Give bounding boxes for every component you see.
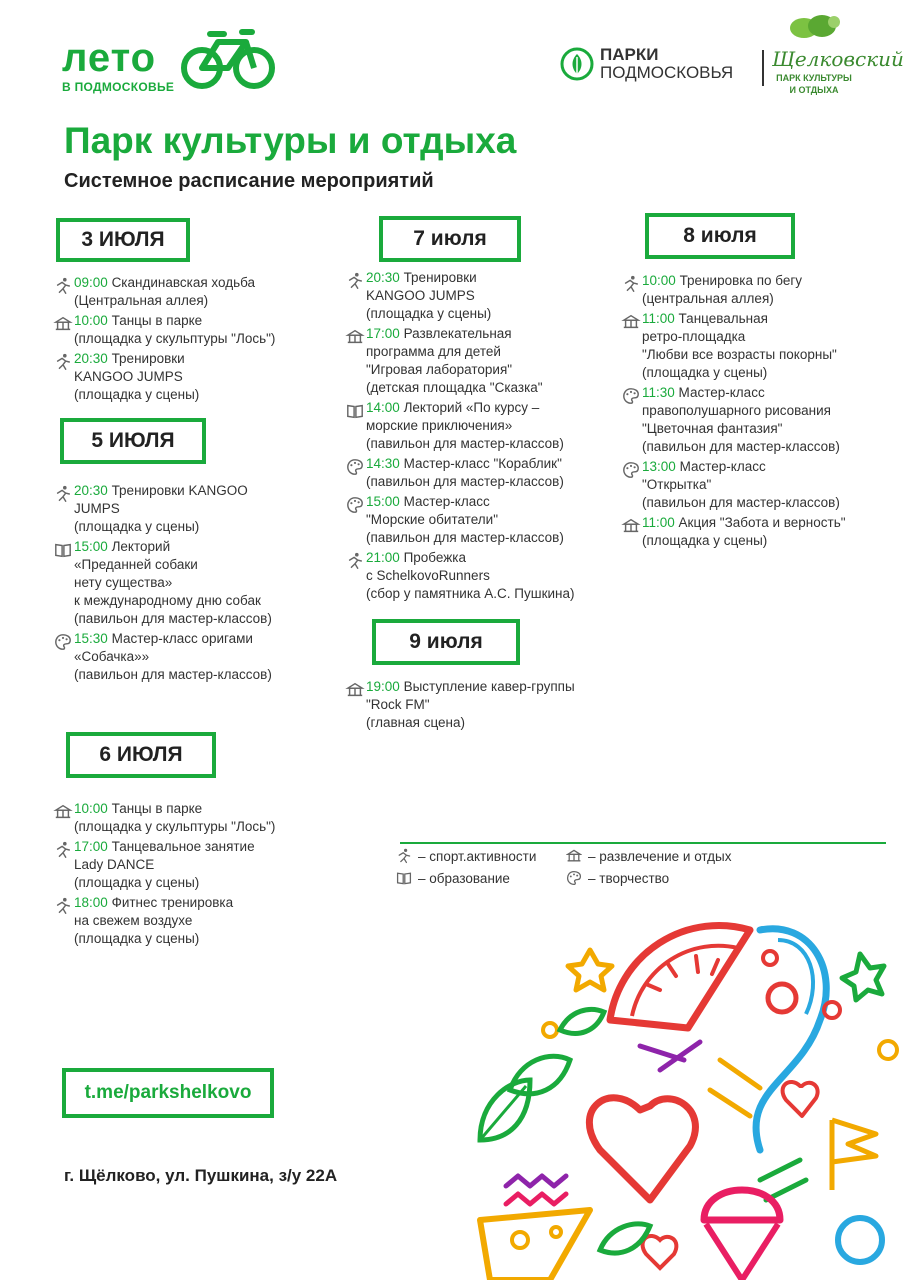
event-time: 09:00 [74, 275, 108, 290]
legend-entertainment [566, 848, 731, 864]
event-item [620, 310, 898, 382]
leto-logo [62, 38, 174, 94]
carousel-icon [52, 315, 74, 333]
event-detail: KANGOO JUMPS [366, 288, 475, 303]
book-icon [396, 870, 412, 886]
event-detail: (площадка у скульптуры "Лось") [74, 331, 276, 346]
event-detail: (павильон для мастер-классов) [366, 530, 564, 545]
event-title: Выступление кавер-группы [403, 679, 575, 694]
running-icon [344, 272, 366, 290]
day-box-6: 6 ИЮЛЯ [66, 732, 216, 778]
event-item [344, 678, 616, 732]
event-detail: (Центральная аллея) [74, 293, 209, 308]
event-time: 11:30 [642, 385, 675, 400]
day-box-9: 9 июля [372, 619, 520, 665]
palette-icon [344, 458, 366, 476]
star-shape [568, 950, 612, 990]
event-time: 11:00 [642, 515, 675, 530]
event-time: 17:00 [366, 326, 400, 341]
events-9-july [344, 678, 616, 734]
carousel-icon [344, 328, 366, 346]
running-icon [52, 897, 74, 915]
event-detail: (площадка у сцены) [74, 519, 200, 534]
event-detail: "Rock FM" [366, 697, 430, 712]
carousel-icon [344, 681, 366, 699]
event-detail: морские приключения» [366, 418, 513, 433]
event-item [344, 399, 616, 453]
carousel-icon [620, 517, 642, 535]
page-title: Парк культуры и отдыха [64, 120, 517, 161]
event-detail: (павильон для мастер-классов) [642, 439, 840, 454]
event-item [620, 458, 898, 512]
day-box-3: 3 ИЮЛЯ [56, 218, 190, 262]
event-detail: «Собачка»» [74, 649, 150, 664]
event-time: 13:00 [642, 459, 676, 474]
legend-sport-label: – спорт.активности [418, 848, 537, 864]
event-title: Мастер-класс "Кораблик" [403, 456, 562, 471]
event-detail: (площадка у сцены) [642, 533, 768, 548]
day-box-7: 7 июля [379, 216, 521, 262]
events-5-july [52, 482, 342, 686]
event-detail: (площадка у сцены) [74, 387, 200, 402]
event-title: Мастер-класс [679, 459, 766, 474]
legend-creativity [566, 870, 669, 886]
event-detail: "Любви все возрасты покорны" [642, 347, 837, 362]
events-8-july [620, 272, 898, 552]
day-box-8: 8 июля [645, 213, 795, 259]
event-time: 14:30 [366, 456, 400, 471]
event-time: 14:00 [366, 400, 400, 415]
event-detail: «Преданней собаки [74, 557, 198, 572]
event-time: 10:00 [74, 313, 108, 328]
tree-icon [784, 14, 844, 40]
event-time: 15:00 [74, 539, 108, 554]
event-item [344, 269, 616, 323]
event-title: Фитнес тренировка [111, 895, 234, 910]
event-item [620, 384, 898, 456]
event-title: Лекторий «По курсу – [403, 400, 540, 415]
event-item [52, 838, 342, 892]
event-detail: Lady DANCE [74, 857, 155, 872]
leto-word: лето [62, 36, 157, 80]
running-icon [344, 552, 366, 570]
event-title: Тренировки [111, 351, 185, 366]
event-item [620, 514, 898, 550]
event-title: Пробежка [403, 550, 466, 565]
palette-icon [52, 633, 74, 651]
event-detail: на свежем воздухе [74, 913, 193, 928]
event-detail: правополушарного рисования [642, 403, 831, 418]
decorative-illustration [460, 910, 904, 1280]
event-item [344, 493, 616, 547]
event-title: Тренировка по бегу [679, 273, 803, 288]
event-title: Танцы в парке [111, 801, 203, 816]
event-detail: (центральная аллея) [642, 291, 774, 306]
running-icon [52, 485, 74, 503]
event-detail: ретро-площадка [642, 329, 746, 344]
event-detail: (площадка у сцены) [366, 306, 492, 321]
legend-education-label: – образование [418, 870, 510, 886]
shelkovo-park-logo [772, 14, 904, 95]
parki-leaf-icon [560, 47, 594, 81]
event-detail: (главная сцена) [366, 715, 466, 730]
event-detail: "Открытка" [642, 477, 712, 492]
bicycle-icon [180, 24, 276, 90]
palette-icon [344, 496, 366, 514]
event-item [52, 274, 342, 310]
event-title: Лекторий [111, 539, 171, 554]
event-title: Мастер-класс [678, 385, 765, 400]
event-title: Мастер-класс [403, 494, 490, 509]
event-detail: KANGOO JUMPS [74, 369, 183, 384]
event-detail: (площадка у сцены) [74, 931, 200, 946]
page-subtitle: Системное расписание мероприятий [64, 170, 434, 192]
event-item [344, 325, 616, 397]
event-item [344, 549, 616, 603]
event-detail: "Цветочная фантазия" [642, 421, 783, 436]
carousel-icon [620, 313, 642, 331]
event-title: Танцы в парке [111, 313, 203, 328]
event-item [344, 455, 616, 491]
event-time: 20:30 [74, 351, 108, 366]
event-detail: программа для детей [366, 344, 501, 359]
event-detail: нету существа» [74, 575, 173, 590]
shelkovo-sub2: И ОТДЫХА [789, 85, 839, 95]
running-icon [52, 277, 74, 295]
palette-icon [566, 870, 582, 886]
logo-separator [762, 50, 764, 86]
event-detail: (павильон для мастер-классов) [366, 436, 564, 451]
event-detail: (площадка у сцены) [642, 365, 768, 380]
event-item [52, 894, 342, 948]
running-icon [396, 848, 412, 864]
event-item [52, 538, 342, 628]
event-item [52, 630, 342, 684]
event-title: Мастер-класс оригами [111, 631, 253, 646]
parki-podmoskovya-logo [560, 46, 733, 82]
address: г. Щёлково, ул. Пушкина, з/у 22А [64, 1166, 338, 1185]
ice-cream-shape [704, 1190, 780, 1220]
event-title: Акция "Забота и верность" [678, 515, 846, 530]
event-time: 10:00 [74, 801, 108, 816]
shelkovo-sub1: ПАРК КУЛЬТУРЫ [776, 73, 852, 83]
leto-subtitle: В ПОДМОСКОВЬЕ [62, 80, 175, 94]
carousel-icon [52, 803, 74, 821]
event-time: 18:00 [74, 895, 108, 910]
running-icon [52, 353, 74, 371]
heart-shape [589, 1098, 695, 1200]
event-detail: "Морские обитатели" [366, 512, 498, 527]
event-item [620, 272, 898, 308]
event-detail: (площадка у скульптуры "Лось") [74, 819, 276, 834]
palette-icon [620, 387, 642, 405]
telegram-link[interactable]: t.me/parkshelkovo [62, 1068, 274, 1118]
event-time: 15:30 [74, 631, 108, 646]
event-time: 20:30 [74, 483, 108, 498]
shelkovo-name: Щелковский [772, 47, 904, 71]
event-detail: (павильон для мастер-классов) [74, 667, 272, 682]
legend-creativity-label: – творчество [588, 870, 670, 886]
parki-line1: ПАРКИ [600, 45, 659, 64]
event-title: Тренировки KANGOO [111, 483, 248, 498]
event-time: 19:00 [366, 679, 400, 694]
event-time: 11:00 [642, 311, 675, 326]
legend-divider [400, 842, 886, 844]
event-detail: (сбор у памятника А.С. Пушкина) [366, 586, 575, 601]
events-7-july [344, 269, 616, 605]
event-detail: (площадка у сцены) [74, 875, 200, 890]
running-icon [620, 275, 642, 293]
carousel-icon [566, 848, 582, 864]
event-title: Тренировки [403, 270, 477, 285]
legend-sport [396, 848, 536, 864]
book-icon [344, 402, 366, 420]
event-detail: (павильон для мастер-классов) [74, 611, 272, 626]
event-detail: к международному дню собак [74, 593, 261, 608]
book-icon [52, 541, 74, 559]
event-detail: с SchelkovoRunners [366, 568, 490, 583]
event-time: 20:30 [366, 270, 400, 285]
event-detail: "Игровая лаборатория" [366, 362, 513, 377]
palette-icon [620, 461, 642, 479]
event-time: 17:00 [74, 839, 108, 854]
day-box-5: 5 ИЮЛЯ [60, 418, 206, 464]
events-3-july [52, 274, 342, 406]
parki-line2: ПОДМОСКОВЬЯ [600, 63, 734, 82]
event-detail: (детская площадка "Сказка" [366, 380, 543, 395]
legend-education [396, 870, 510, 886]
event-detail: JUMPS [74, 501, 120, 516]
event-item [52, 312, 342, 348]
event-detail: (павильон для мастер-классов) [366, 474, 564, 489]
event-item [52, 482, 342, 536]
events-6-july [52, 800, 342, 950]
running-icon [52, 841, 74, 859]
event-title: Развлекательная [403, 326, 512, 341]
event-item [52, 800, 342, 836]
legend-entertainment-label: – развлечение и отдых [588, 848, 732, 864]
event-title: Скандинавская ходьба [111, 275, 256, 290]
event-time: 15:00 [366, 494, 400, 509]
event-detail: (павильон для мастер-классов) [642, 495, 840, 510]
event-title: Танцевальная [678, 311, 768, 326]
event-item [52, 350, 342, 404]
event-time: 21:00 [366, 550, 400, 565]
event-title: Танцевальное занятие [111, 839, 255, 854]
event-time: 10:00 [642, 273, 676, 288]
